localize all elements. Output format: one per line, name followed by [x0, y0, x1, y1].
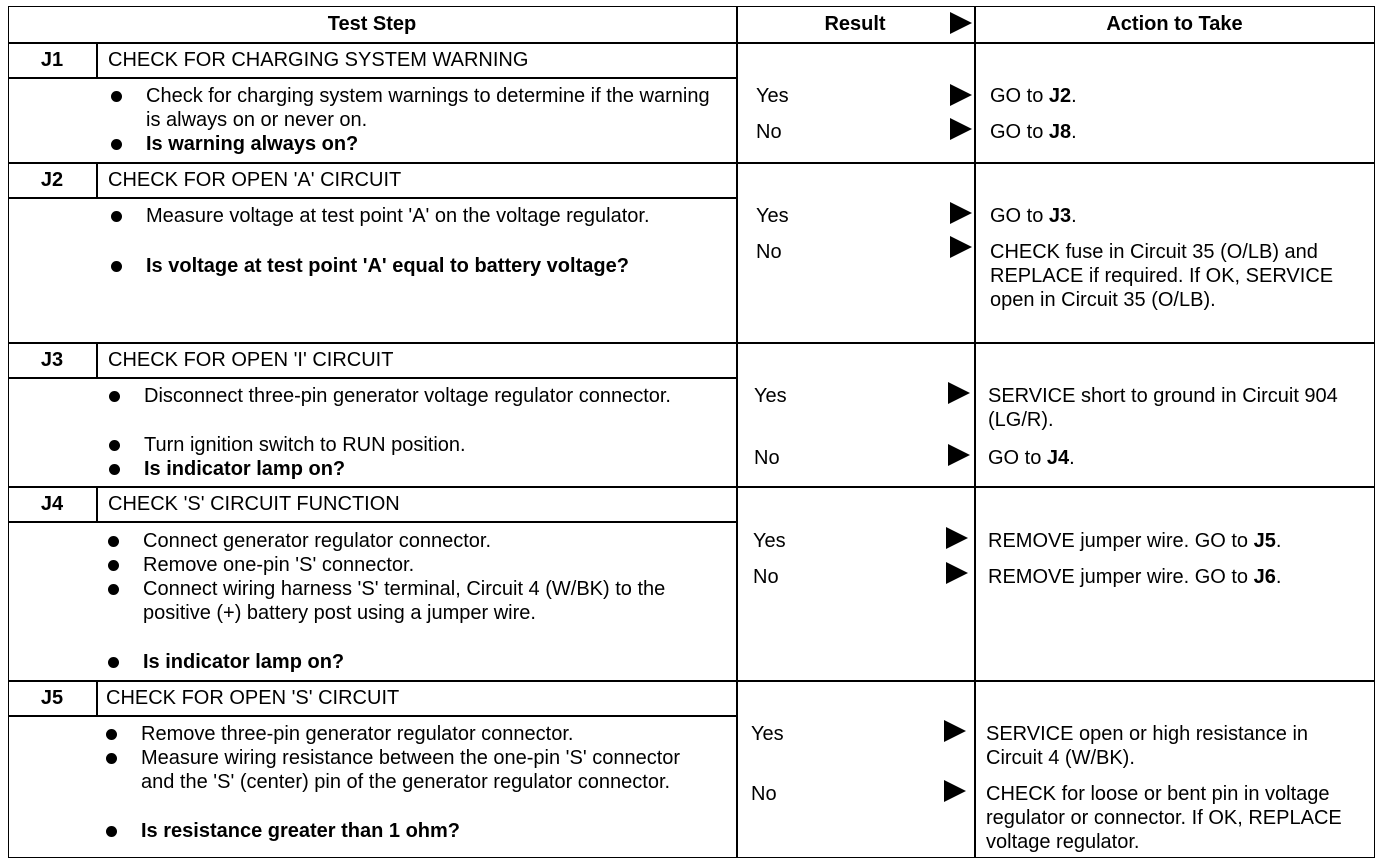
result-yes: Yes	[751, 723, 784, 745]
title-divider	[8, 197, 736, 199]
step-question: Is resistance greater than 1 ohm?	[141, 819, 721, 843]
result-no: No	[756, 121, 782, 143]
action-text: REMOVE jumper wire. GO to J6.	[988, 566, 1282, 588]
step-title: CHECK FOR OPEN 'S' CIRCUIT	[106, 687, 400, 709]
result-arrow-icon	[946, 527, 968, 549]
result-arrow-icon	[948, 444, 970, 466]
column-divider	[736, 6, 738, 858]
step-instruction: Check for charging system warnings to determine if the warning is always on or never on.	[146, 84, 726, 132]
result-arrow-icon	[948, 382, 970, 404]
step-instruction: Connect wiring harness 'S' terminal, Circuit 4 (W/BK) to the positive (+) battery post using a jumper wire.	[143, 577, 673, 625]
step-id: J2	[40, 169, 64, 191]
result-no: No	[756, 241, 782, 263]
step-id-divider	[96, 342, 98, 378]
result-yes: Yes	[756, 205, 789, 227]
step-instruction: Remove one-pin 'S' connector.	[143, 553, 723, 577]
result-yes: Yes	[756, 85, 789, 107]
result-yes: Yes	[754, 385, 787, 407]
step-instruction: Disconnect three-pin generator voltage regulator connector.	[144, 384, 714, 408]
step-id-divider	[96, 162, 98, 198]
step-title: CHECK FOR CHARGING SYSTEM WARNING	[108, 49, 529, 71]
action-text: REMOVE jumper wire. GO to J5.	[988, 530, 1282, 552]
title-divider	[8, 377, 736, 379]
result-arrow-icon	[950, 118, 972, 140]
result-arrow-icon	[950, 202, 972, 224]
action-text: SERVICE short to ground in Circuit 904 (LG/R).	[988, 385, 1338, 431]
step-id-divider	[96, 42, 98, 78]
result-arrow-icon	[950, 236, 972, 258]
step-id-divider	[96, 680, 98, 716]
step-id: J4	[40, 493, 64, 515]
result-arrow-icon	[950, 84, 972, 106]
step-instruction: Remove three-pin generator regulator connector.	[141, 722, 721, 746]
step-id-divider	[96, 486, 98, 522]
header-result: Result	[824, 13, 886, 35]
action-text: GO to J2.	[990, 85, 1077, 107]
step-instruction: Measure voltage at test point 'A' on the voltage regulator.	[146, 204, 706, 228]
step-instruction: Turn ignition switch to RUN position.	[144, 433, 714, 457]
result-no: No	[753, 566, 779, 588]
result-yes: Yes	[753, 530, 786, 552]
step-question: Is indicator lamp on?	[144, 457, 714, 481]
title-divider	[8, 77, 736, 79]
step-title: CHECK FOR OPEN 'I' CIRCUIT	[108, 349, 394, 371]
result-arrow-icon	[946, 562, 968, 584]
action-text: SERVICE open or high resistance in Circuit 4 (W/BK).	[986, 723, 1309, 769]
title-divider	[8, 521, 736, 523]
step-title: CHECK 'S' CIRCUIT FUNCTION	[108, 493, 400, 515]
column-divider	[974, 6, 976, 858]
action-text: GO to J4.	[988, 447, 1075, 469]
action-text: CHECK for loose or bent pin in voltage regulator or connector. If OK, REPLACE voltage regulator.	[986, 783, 1342, 853]
result-no: No	[751, 783, 777, 805]
result-arrow-icon	[944, 720, 966, 742]
step-title: CHECK FOR OPEN 'A' CIRCUIT	[108, 169, 402, 191]
step-id: J3	[40, 349, 64, 371]
action-text: GO to J3.	[990, 205, 1077, 227]
title-divider	[8, 715, 736, 717]
step-instruction: Measure wiring resistance between the one-pin 'S' connector and the 'S' (center) pin of the generator regulator connector.	[141, 746, 701, 794]
header-action: Action to Take	[1106, 13, 1243, 35]
step-id: J5	[40, 687, 64, 709]
step-question: Is voltage at test point 'A' equal to battery voltage?	[146, 254, 646, 278]
result-arrow-icon	[944, 780, 966, 802]
header-test-step: Test Step	[327, 13, 417, 35]
result-no: No	[754, 447, 780, 469]
step-instruction: Connect generator regulator connector.	[143, 529, 723, 553]
step-question: Is warning always on?	[146, 132, 726, 156]
step-question: Is indicator lamp on?	[143, 650, 723, 674]
step-id: J1	[40, 49, 64, 71]
header-arrow-icon	[950, 12, 972, 34]
action-text: GO to J8.	[990, 121, 1077, 143]
action-text: CHECK fuse in Circuit 35 (O/LB) and REPLACE if required. If OK, SERVICE open in Circuit 35 (O/LB).	[990, 241, 1334, 311]
